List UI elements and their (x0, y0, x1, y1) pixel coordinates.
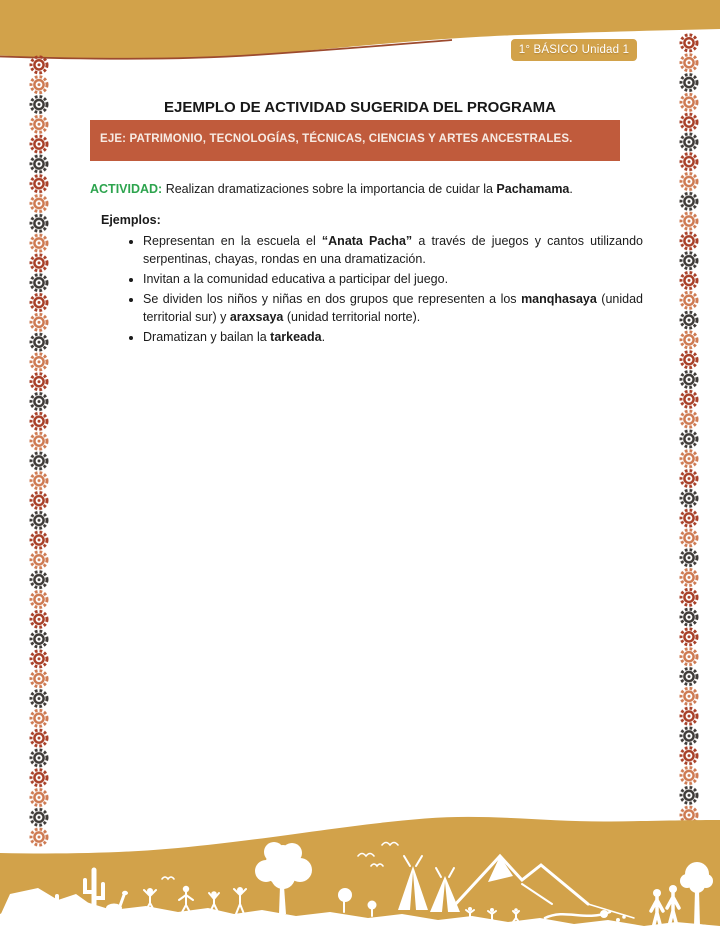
example-bullet (143, 328, 643, 346)
bullet-bold-term: manqhasaya (521, 292, 597, 306)
activity-line (90, 181, 630, 198)
example-bullet (143, 270, 643, 288)
bullet-bold-term: tarkeada (270, 330, 322, 344)
bullet-text-segment: . (321, 330, 326, 344)
examples-heading: Ejemplos: (101, 213, 161, 227)
bullet-bold-term: araxsaya (229, 310, 284, 324)
bullet-text-segment: (unidad territorial sur) y (143, 292, 643, 324)
bullet-bold-term: “Anata Pacha” (321, 234, 413, 248)
activity-text: Realizan dramatizaciones sobre la importancia de cuidar la (162, 182, 497, 196)
bullet-text-segment: Representan en la escuela el (143, 234, 322, 248)
bullet-text-segment: a través de juegos y cantos utilizando serpentinas, chayas, rondas en una dramatización. (143, 234, 643, 266)
eje-banner (90, 120, 620, 161)
activity-text-end: . (569, 182, 573, 196)
bullet-text-segment: Se dividen los niños y niñas en dos grupos que representen a los (143, 292, 522, 306)
bullet-text-segment: (unidad territorial norte). (283, 310, 421, 324)
activity-label: ACTIVIDAD: (90, 182, 163, 196)
example-bullet (143, 290, 643, 326)
unit-badge (511, 39, 637, 61)
eje-banner-label: EJE: PATRIMONIO, TECNOLOGÍAS, TÉCNICAS, CIENCIAS Y ARTES ANCESTRALES. (100, 132, 573, 145)
page-title: EJEMPLO DE ACTIVIDAD SUGERIDA DEL PROGRAMA (164, 99, 556, 117)
unit-badge-label: 1° BÁSICO Unidad 1 (518, 44, 630, 56)
bullet-text-segment: Dramatizan y bailan la (143, 330, 271, 344)
activity-term: Pachamama (496, 182, 570, 196)
examples-bullet-list (121, 232, 643, 348)
example-bullet (143, 232, 643, 268)
bullet-text-segment: Invitan a la comunidad educativa a participar del juego. (143, 272, 449, 286)
